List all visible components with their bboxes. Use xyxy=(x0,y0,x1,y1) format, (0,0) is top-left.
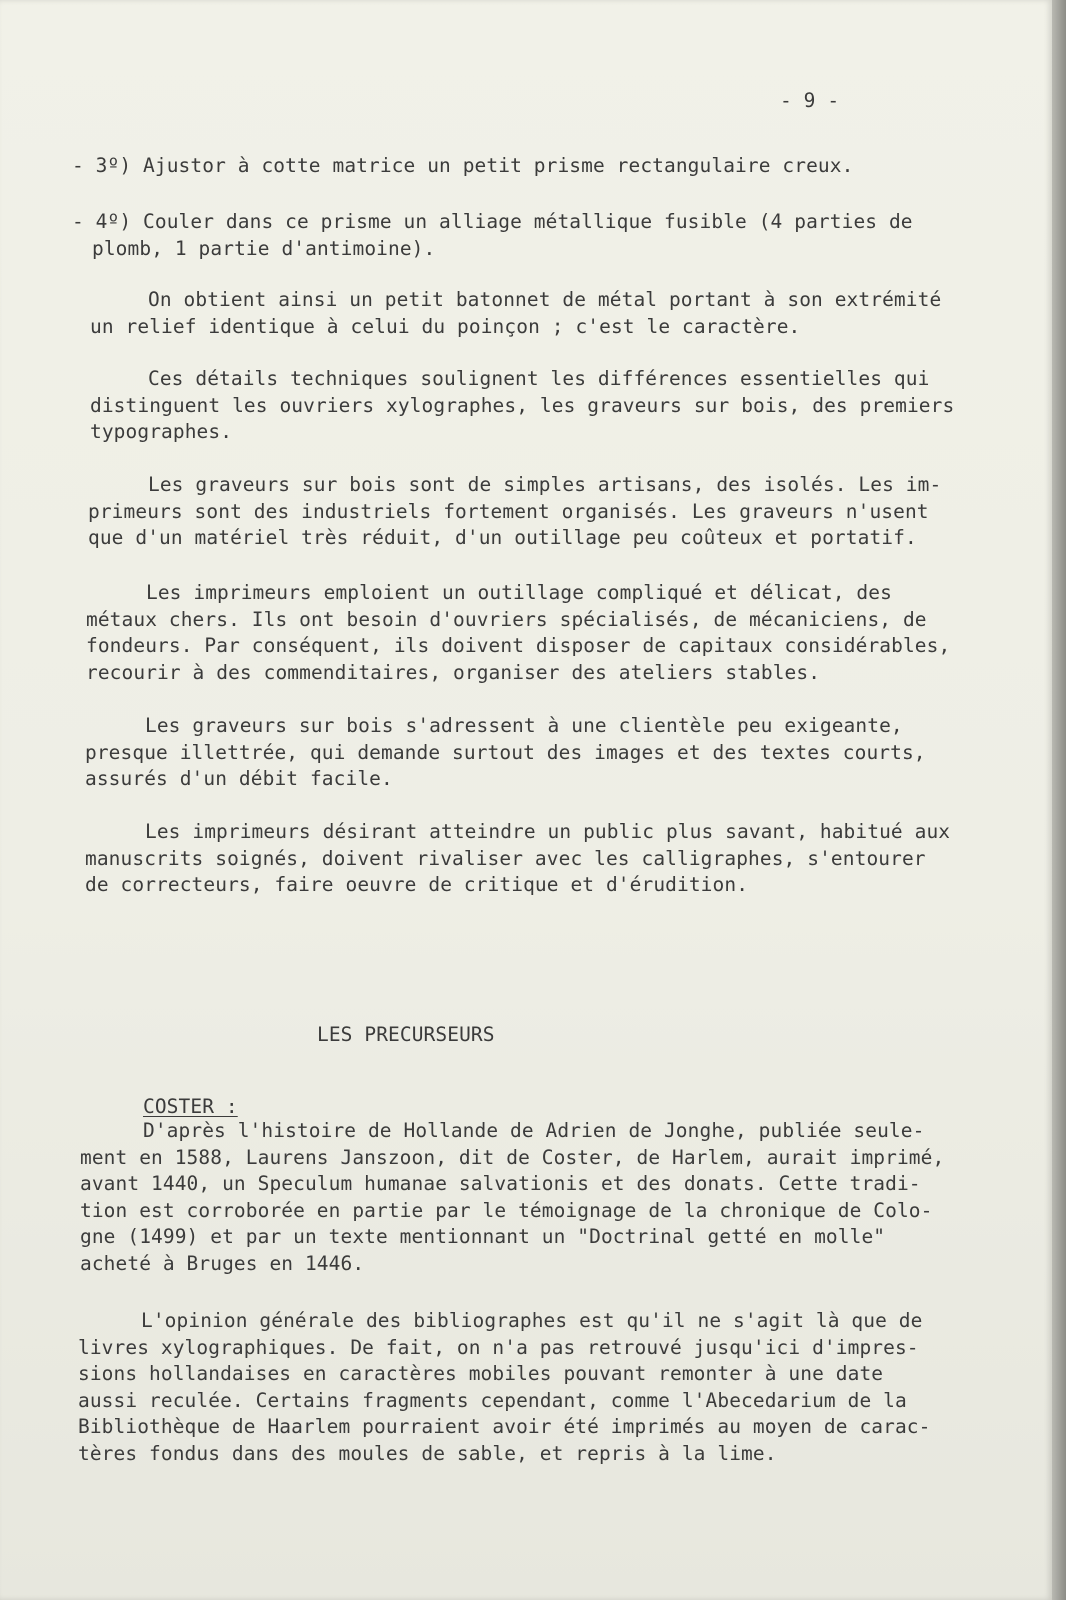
paragraph-line: Ces détails techniques soulignent les différences essentielles qui xyxy=(148,367,930,390)
list-item-line: - 4º) Couler dans ce prisme un alliage métallique fusible (4 parties de xyxy=(72,210,913,233)
paragraph-4 xyxy=(86,580,950,686)
list-item-4 xyxy=(72,209,913,262)
paragraph-6 xyxy=(85,819,950,899)
paragraph-line: tion est corroborée en partie par le témoignage de la chronique de Colo- xyxy=(80,1198,933,1222)
paragraph-line: livres xylographiques. De fait, on n'a pas retrouvé jusqu'ici d'impres- xyxy=(78,1335,919,1359)
page-edge xyxy=(1052,0,1066,1600)
coster-paragraph-1 xyxy=(80,1118,944,1277)
paragraph-line: avant 1440, un Speculum humanae salvationis et des donats. Cette tradi- xyxy=(80,1172,921,1195)
paragraph-2 xyxy=(90,366,954,446)
paragraph-line: recourir à des commenditaires, organiser des ateliers stables. xyxy=(86,660,821,684)
list-item-line: plomb, 1 partie d'antimoine). xyxy=(92,236,436,260)
paragraph-line: assurés d'un débit facile. xyxy=(85,767,393,790)
paragraph-line: Les graveurs sur bois sont de simples artisans, des isolés. Les im- xyxy=(148,473,942,496)
coster-paragraph-2 xyxy=(78,1308,930,1467)
paragraph-line: de correcteurs, faire oeuvre de critique et d'érudition. xyxy=(85,873,749,896)
paragraph-line: primeurs sont des industriels fortement organisés. Les graveurs n'usent xyxy=(88,499,929,523)
paragraph-line: sions hollandaises en caractères mobiles pouvant remonter à une date xyxy=(78,1362,884,1385)
paragraph-line: L'opinion générale des bibliographes est qu'il ne s'agit là que de xyxy=(141,1309,923,1332)
paragraph-3 xyxy=(88,472,941,552)
paragraph-line: aussi reculée. Certains fragments cependant, comme l'Abecedarium de la xyxy=(78,1388,907,1412)
page-number: - 9 - xyxy=(780,89,840,112)
paragraph-line: gne (1499) et par un texte mentionnant un "Doctrinal getté en molle" xyxy=(80,1225,886,1248)
paragraph-line: Les graveurs sur bois s'adressent à une clientèle peu exigeante, xyxy=(145,714,903,737)
paragraph-line: D'après l'histoire de Hollande de Adrien de Jonghe, publiée seule- xyxy=(143,1119,925,1142)
paragraph-line: acheté à Bruges en 1446. xyxy=(80,1251,365,1275)
paragraph-line: Les imprimeurs emploient un outillage compliqué et délicat, des xyxy=(146,581,892,604)
paragraph-line: distinguent les ouvriers xylographes, les graveurs sur bois, des premiers xyxy=(90,393,955,417)
paragraph-line: tères fondus dans des moules de sable, et repris à la lime. xyxy=(78,1441,777,1465)
paragraph-line: typographes. xyxy=(90,420,233,443)
paragraph-1 xyxy=(90,287,941,340)
list-item-3 xyxy=(72,153,853,180)
paragraph-line: que d'un matériel très réduit, d'un outillage peu coûteux et portatif. xyxy=(88,526,917,549)
coster-subheading: COSTER : xyxy=(143,1095,238,1118)
section-heading: LES PRECURSEURS xyxy=(317,1023,495,1046)
paragraph-line: presque illettrée, qui demande surtout des images et des textes courts, xyxy=(85,740,926,764)
list-item-line: - 3º) Ajustor à cotte matrice un petit prisme rectangulaire creux. xyxy=(72,154,854,177)
paragraph-line: ment en 1588, Laurens Janszoon, dit de Coster, de Harlem, aurait imprimé, xyxy=(80,1145,945,1169)
paragraph-line: Les imprimeurs désirant atteindre un public plus savant, habitué aux xyxy=(145,820,951,843)
paragraph-5 xyxy=(85,713,926,793)
paragraph-line: Bibliothèque de Haarlem pourraient avoir été imprimés au moyen de carac- xyxy=(78,1415,931,1438)
paragraph-line: fondeurs. Par conséquent, ils doivent disposer de capitaux considérables, xyxy=(86,634,951,657)
paragraph-line: On obtient ainsi un petit batonnet de métal portant à son extrémité xyxy=(148,288,942,311)
paragraph-line: métaux chers. Ils ont besoin d'ouvriers spécialisés, de mécaniciens, de xyxy=(86,607,927,631)
paragraph-line: manuscrits soignés, doivent rivaliser avec les calligraphes, s'entourer xyxy=(85,846,926,870)
paragraph-line: un relief identique à celui du poinçon ; c'est le caractère. xyxy=(90,314,801,338)
